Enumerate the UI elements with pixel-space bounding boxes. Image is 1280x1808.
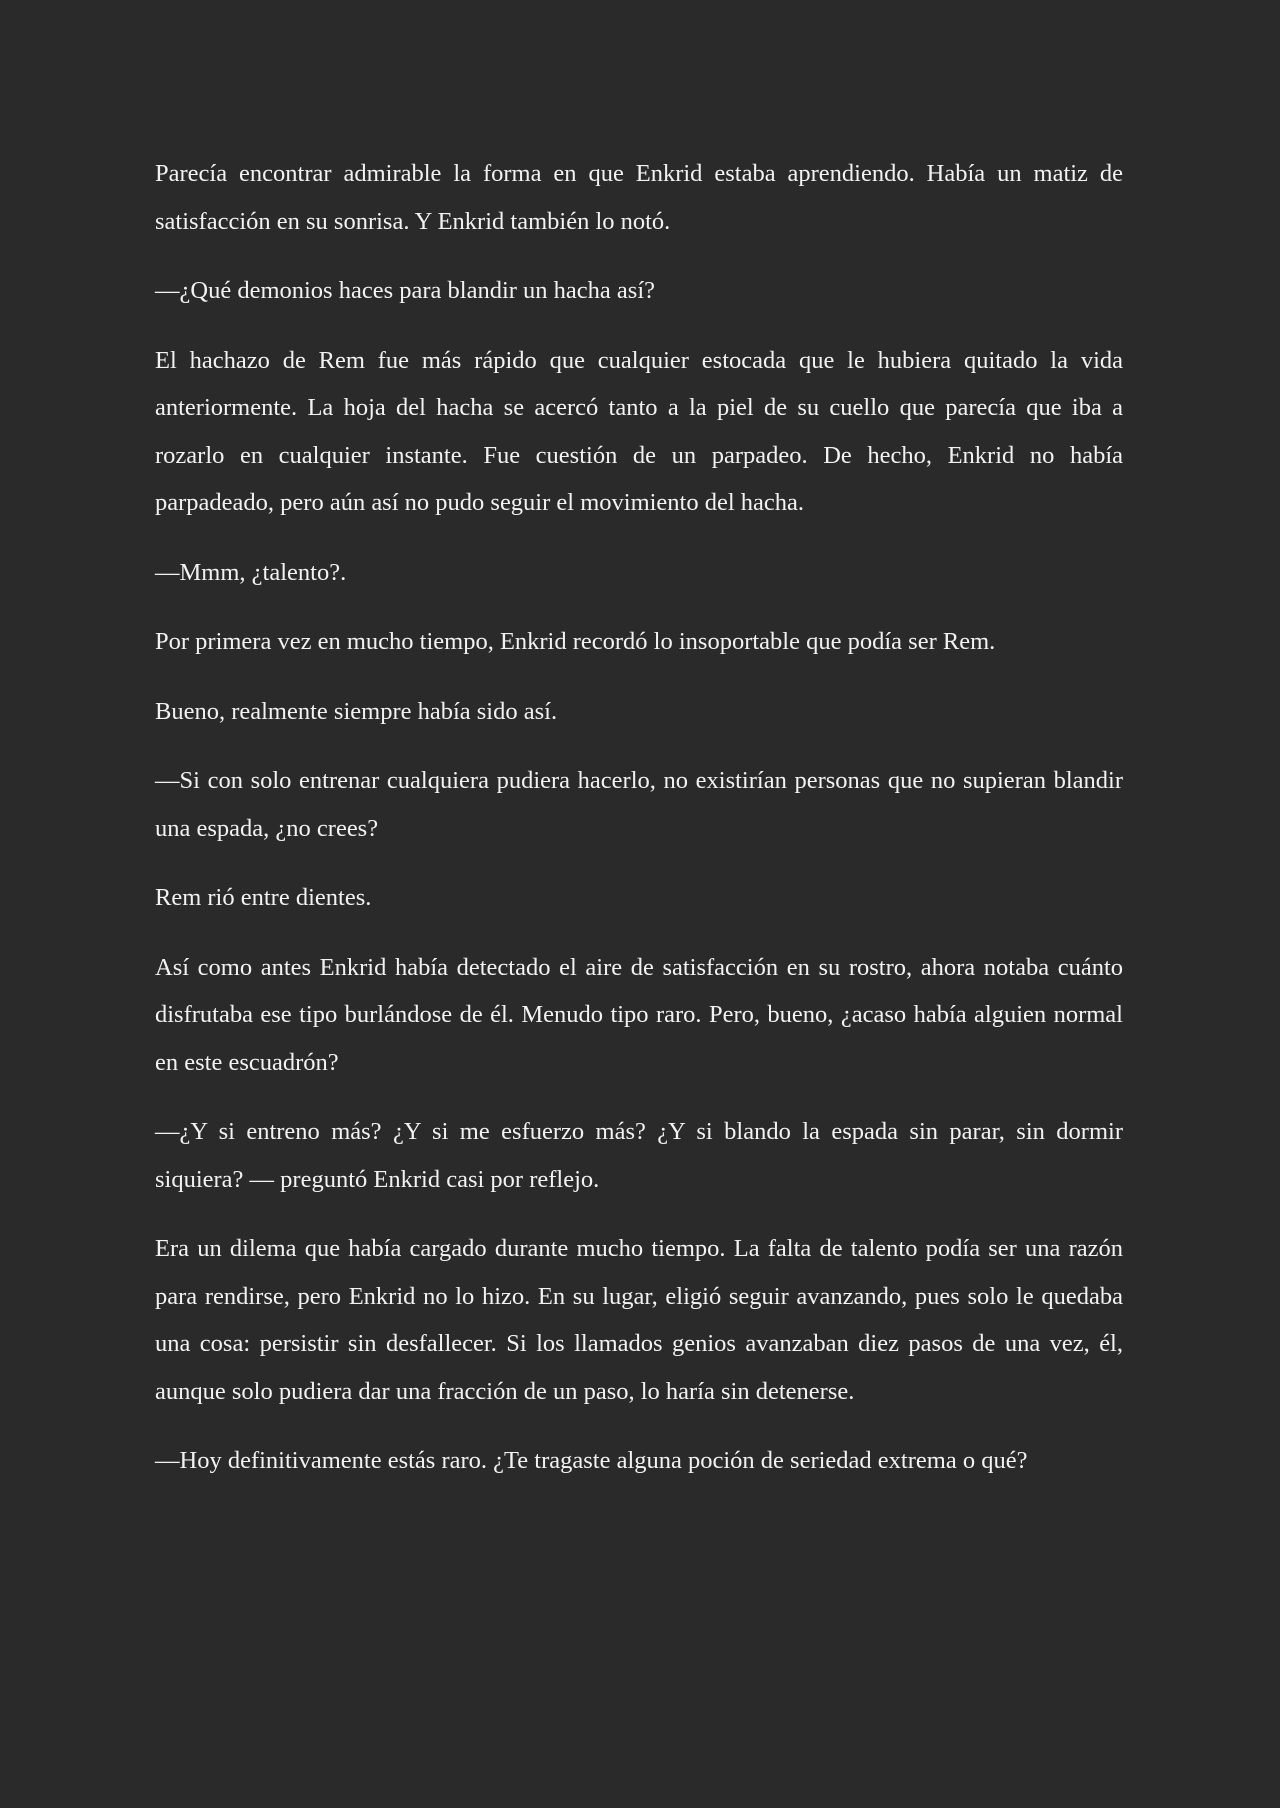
paragraph-narration: Por primera vez en mucho tiempo, Enkrid recordó lo insoportable que podía ser Rem. [155,628,996,655]
paragraph-narration: Bueno, realmente siempre había sido así. [155,697,558,725]
paragraph-narration: Parecía encontrar admirable la forma en que Enkrid estaba aprendiendo. Había un matiz de satisfacción en su sonrisa. Y Enkrid también lo notó. [155,160,1123,235]
paragraph-narration: Así como antes Enkrid había detectado el aire de satisfacción en su rostro, ahora notaba cuánto disfrutaba ese tipo burlándose de él. Menudo tipo raro. Pero, bueno, ¿acaso había alguien normal en este escuadrón? [155,953,1123,1076]
paragraph-narration: El hachazo de Rem fue más rápido que cualquier estocada que le hubiera quitado la vida anteriormente. La hoja del hacha se acercó tanto a la piel de su cuello que parecía que iba a rozarlo en cualquier instante. Fue cuestión de un parpadeo. De hecho, Enkrid no había parpadeado, pero aún así no pudo seguir el movimiento del hacha. [155,346,1123,516]
paragraph-dialogue: —¿Qué demonios haces para blandir un hacha así? [155,277,656,304]
paragraph-dialogue: —Si con solo entrenar cualquiera pudiera hacerlo, no existirían personas que no supieran blandir una espada, ¿no crees? [155,767,1123,842]
paragraph-dialogue: —¿Y si entreno más? ¿Y si me esfuerzo más? ¿Y si blando la espada sin parar, sin dormir siquiera? — preguntó Enkrid casi por reflejo. [155,1118,1123,1193]
document-page [155,150,1123,1507]
paragraph-dialogue: —Hoy definitivamente estás raro. ¿Te tragaste alguna poción de seriedad extrema o qué? [155,1447,1028,1474]
paragraph-dialogue: —Mmm, ¿talento?. [155,558,347,586]
paragraph-narration: Era un dilema que había cargado durante mucho tiempo. La falta de talento podía ser una razón para rendirse, pero Enkrid no lo hizo. En su lugar, eligió seguir avanzando, pues solo le quedaba una cosa: persistir sin desfallecer. Si los llamados genios avanzaban diez pasos de una vez, él, aunque solo pudiera dar una fracción de un paso, lo haría sin detenerse. [155,1235,1123,1405]
paragraph-narration: Rem rió entre dientes. [155,884,372,911]
